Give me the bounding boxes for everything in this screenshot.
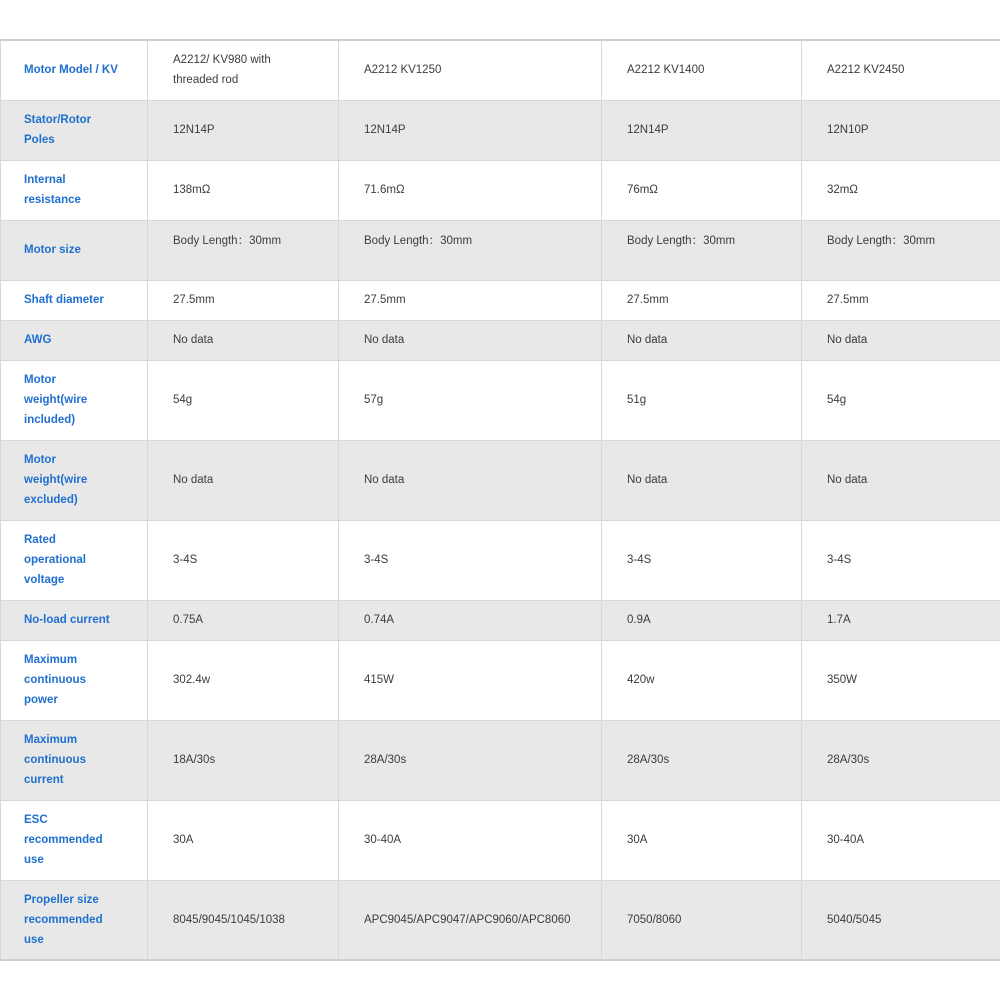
- table-row: [1, 520, 1000, 600]
- cell-value: 1.7A: [802, 600, 1000, 640]
- cell-value: 76mΩ: [602, 160, 802, 220]
- cell-value: 3-4S: [802, 520, 1000, 600]
- cell-value: 28A/30s: [802, 720, 1000, 800]
- cell-value: 415W: [339, 640, 602, 720]
- row-label: AWG: [1, 320, 148, 360]
- row-label: Motor weight(wire included): [1, 360, 148, 440]
- cell-value: No data: [339, 320, 602, 360]
- cell-value: 7050/8060: [602, 880, 802, 960]
- cell-value: Body Length：30mm: [802, 220, 1000, 280]
- cell-value: Body Length：30mm: [148, 220, 339, 280]
- row-label: Maximum continuous current: [1, 720, 148, 800]
- cell-value: 0.75A: [148, 600, 339, 640]
- cell-value: No data: [802, 440, 1000, 520]
- cell-value: 27.5mm: [602, 280, 802, 320]
- table-row: [1, 440, 1000, 520]
- table-row: [1, 280, 1000, 320]
- cell-value: 54g: [148, 360, 339, 440]
- table-row: [1, 880, 1000, 960]
- cell-value: 30-40A: [802, 800, 1000, 880]
- table-row: [1, 360, 1000, 440]
- table-header-row: [1, 40, 1000, 100]
- model-name: A2212 KV1250: [339, 40, 602, 100]
- table-row: [1, 220, 1000, 280]
- header-label: Motor Model / KV: [1, 40, 148, 100]
- cell-value: 138mΩ: [148, 160, 339, 220]
- row-label: Stator/Rotor Poles: [1, 100, 148, 160]
- table-row: [1, 720, 1000, 800]
- cell-value: 51g: [602, 360, 802, 440]
- cell-value: 27.5mm: [802, 280, 1000, 320]
- cell-value: 5040/5045: [802, 880, 1000, 960]
- cell-value: No data: [602, 320, 802, 360]
- cell-value: 30A: [148, 800, 339, 880]
- cell-value: 30A: [602, 800, 802, 880]
- row-label: Propeller size recommended use: [1, 880, 148, 960]
- table-row: [1, 640, 1000, 720]
- cell-value: 27.5mm: [339, 280, 602, 320]
- cell-value: 350W: [802, 640, 1000, 720]
- cell-value: No data: [602, 440, 802, 520]
- table-row: [1, 600, 1000, 640]
- cell-value: 0.74A: [339, 600, 602, 640]
- table-row: [1, 800, 1000, 880]
- cell-value: No data: [802, 320, 1000, 360]
- cell-value: 8045/9045/1045/1038: [148, 880, 339, 960]
- cell-value: 3-4S: [148, 520, 339, 600]
- cell-value: APC9045/APC9047/APC9060/APC8060: [339, 880, 602, 960]
- cell-value: 27.5mm: [148, 280, 339, 320]
- cell-value: 0.9A: [602, 600, 802, 640]
- row-label: Maximum continuous power: [1, 640, 148, 720]
- table-row: [1, 160, 1000, 220]
- motor-spec-table: [0, 39, 1000, 961]
- cell-value: 302.4w: [148, 640, 339, 720]
- table-row: [1, 320, 1000, 360]
- model-name: A2212 KV2450: [802, 40, 1000, 100]
- row-label: Shaft diameter: [1, 280, 148, 320]
- cell-value: 420w: [602, 640, 802, 720]
- cell-value: Body Length：30mm: [339, 220, 602, 280]
- table-row: [1, 100, 1000, 160]
- cell-value: 71.6mΩ: [339, 160, 602, 220]
- row-label: Internal resistance: [1, 160, 148, 220]
- cell-value: 32mΩ: [802, 160, 1000, 220]
- cell-value: No data: [339, 440, 602, 520]
- model-name: A2212/ KV980 with threaded rod: [148, 40, 339, 100]
- row-label: Motor weight(wire excluded): [1, 440, 148, 520]
- cell-value: 3-4S: [339, 520, 602, 600]
- row-label: Rated operational voltage: [1, 520, 148, 600]
- row-label: ESC recommended use: [1, 800, 148, 880]
- cell-value: 12N14P: [602, 100, 802, 160]
- cell-value: No data: [148, 320, 339, 360]
- cell-value: 18A/30s: [148, 720, 339, 800]
- cell-value: 54g: [802, 360, 1000, 440]
- cell-value: 28A/30s: [602, 720, 802, 800]
- model-name: A2212 KV1400: [602, 40, 802, 100]
- cell-value: 12N10P: [802, 100, 1000, 160]
- cell-value: 57g: [339, 360, 602, 440]
- cell-value: 12N14P: [148, 100, 339, 160]
- cell-value: Body Length：30mm: [602, 220, 802, 280]
- row-label: Motor size: [1, 220, 148, 280]
- cell-value: 30-40A: [339, 800, 602, 880]
- cell-value: 12N14P: [339, 100, 602, 160]
- cell-value: 3-4S: [602, 520, 802, 600]
- cell-value: 28A/30s: [339, 720, 602, 800]
- row-label: No-load current: [1, 600, 148, 640]
- cell-value: No data: [148, 440, 339, 520]
